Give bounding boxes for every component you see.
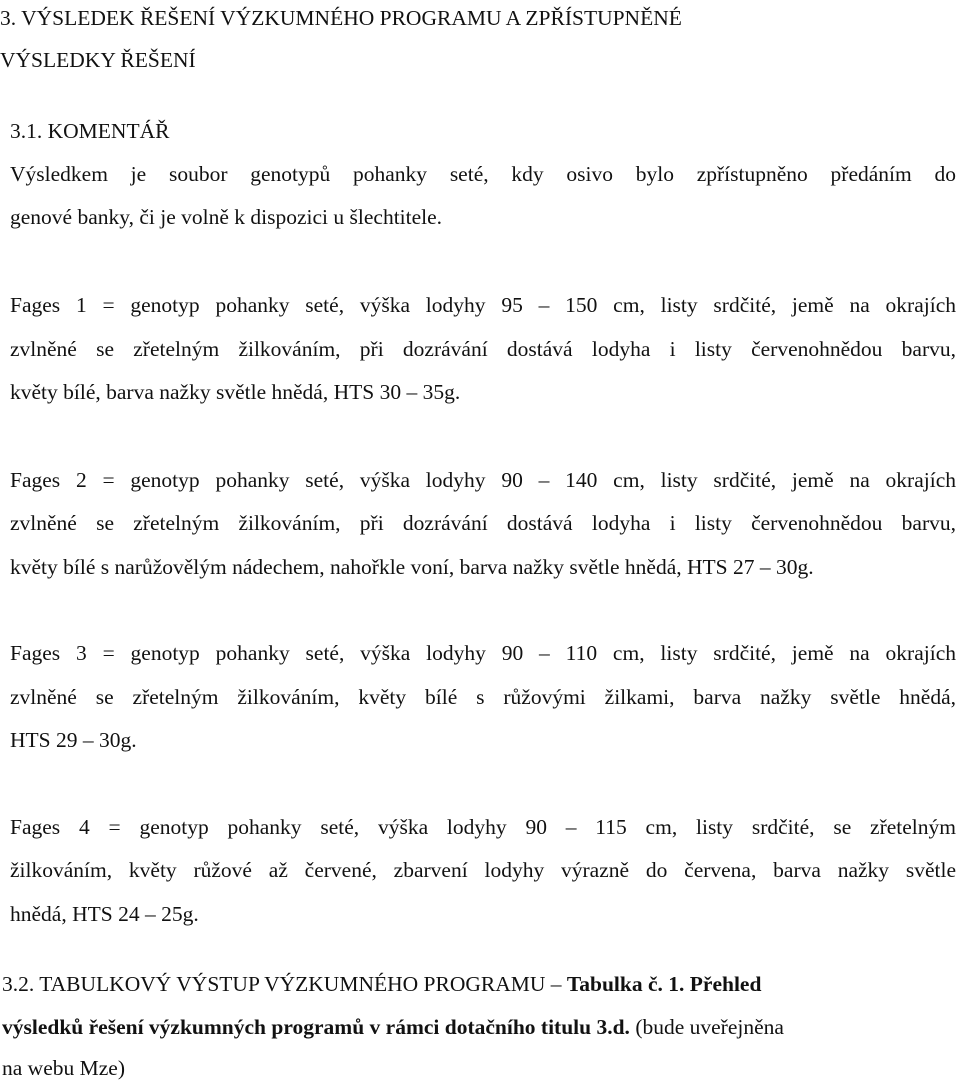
table-section-line-2 [2, 1012, 784, 1042]
fages-1-line-3: květy bílé, barva nažky světle hnědá, HTS 30 – 35g. [10, 380, 461, 404]
fages-1-line-1: Fages 1 = genotyp pohanky seté, výška lodyhy 95 – 150 cm, listy srdčité, jemě na okrajích [10, 293, 956, 317]
fages-3-line-2: zvlněné se zřetelným žilkováním, květy bílé s růžovými žilkami, barva nažky světle hnědá, [10, 685, 956, 709]
table-caption-continued: výsledků řešení výzkumných programů v rámci dotačního titulu 3.d. [2, 1015, 630, 1039]
fages-1-line-2: zvlněné se zřetelným žilkováním, při dozrávání dostává lodyha i listy červenohnědou barvu, [10, 337, 956, 361]
fages-3-line-3: HTS 29 – 30g. [10, 728, 137, 752]
table-caption-start: Tabulka č. 1. Přehled [566, 972, 762, 996]
comment-paragraph-line-2: genové banky, či je volně k dispozici u šlechtitele. [10, 205, 443, 229]
fages-2-line-1: Fages 2 = genotyp pohanky seté, výška lodyhy 90 – 140 cm, listy srdčité, jemě na okrajích [10, 468, 956, 492]
table-section-title: 3.2. TABULKOVÝ VÝSTUP VÝZKUMNÉHO PROGRAMU – [2, 972, 567, 996]
fages-2-line-2: zvlněné se zřetelným žilkováním, při dozrávání dostává lodyha i listy červenohnědou barvu, [10, 511, 956, 535]
table-section-line-1 [2, 969, 761, 999]
table-section-line-3: na webu Mze) [2, 1056, 125, 1080]
fages-3-line-1: Fages 3 = genotyp pohanky seté, výška lodyhy 90 – 110 cm, listy srdčité, jemě na okrajích [10, 641, 956, 665]
fages-4-line-3: hnědá, HTS 24 – 25g. [10, 902, 199, 926]
fages-4-line-1: Fages 4 = genotyp pohanky seté, výška lodyhy 90 – 115 cm, listy srdčité, se zřetelným [10, 815, 956, 839]
section-heading-line-1: 3. VÝSLEDEK ŘEŠENÍ VÝZKUMNÉHO PROGRAMU A ZPŘÍSTUPNĚNÉ [0, 6, 682, 30]
subsection-title-comment: 3.1. KOMENTÁŘ [10, 119, 170, 143]
section-heading-line-2: VÝSLEDKY ŘEŠENÍ [0, 48, 196, 72]
publication-note: (bude uveřejněna [629, 1015, 784, 1039]
comment-paragraph-line-1: Výsledkem je soubor genotypů pohanky seté, kdy osivo bylo zpřístupněno předáním do [10, 162, 956, 186]
fages-4-line-2: žilkováním, květy růžové až červené, zbarvení lodyhy výrazně do červena, barva nažky světle [10, 858, 956, 882]
fages-2-line-3: květy bílé s narůžovělým nádechem, nahořkle voní, barva nažky světle hnědá, HTS 27 – 30g. [10, 555, 814, 579]
